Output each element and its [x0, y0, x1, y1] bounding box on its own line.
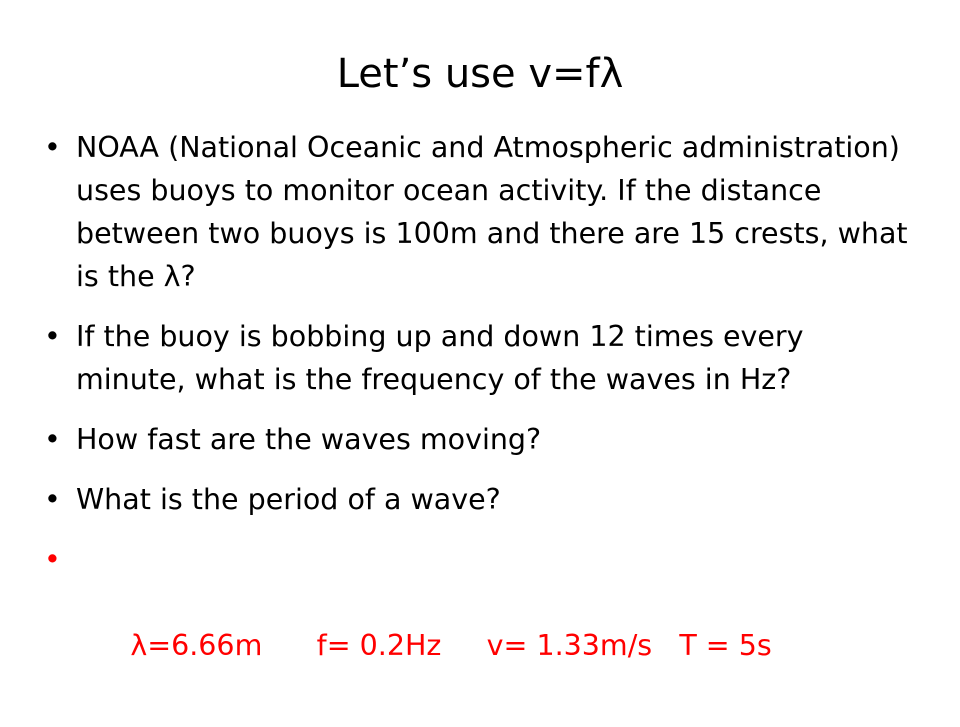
bullet-text: How fast are the waves moving? [76, 423, 542, 456]
bullet-item-noaa-question [40, 126, 920, 298]
bullet-point-icon: • [44, 483, 61, 516]
bullet-list [40, 126, 920, 727]
bullet-item-speed-question [40, 418, 920, 461]
bullet-item-answers [40, 538, 920, 710]
bullet-item-period-question [40, 478, 920, 521]
bullet-point-icon: • [44, 131, 61, 164]
answer-text: λ=6.66m f= 0.2Hz v= 1.33m/s T = 5s [130, 629, 772, 662]
bullet-item-frequency-question [40, 315, 920, 401]
bullet-text: If the buoy is bobbing up and down 12 times every minute, what is the frequency of the waves in Hz? [76, 320, 804, 396]
slide-title: Let’s use v=fλ [336, 51, 624, 97]
bullet-point-icon: • [44, 543, 61, 576]
bullet-text: What is the period of a wave? [76, 483, 501, 516]
bullet-point-icon: • [44, 423, 61, 456]
bullet-point-icon: • [44, 320, 61, 353]
bullet-text: NOAA (National Oceanic and Atmospheric administration) uses buoys to monitor ocean activity. If the distance between two buoys is 100m and there are 15 crests, what is the λ? [76, 131, 908, 293]
